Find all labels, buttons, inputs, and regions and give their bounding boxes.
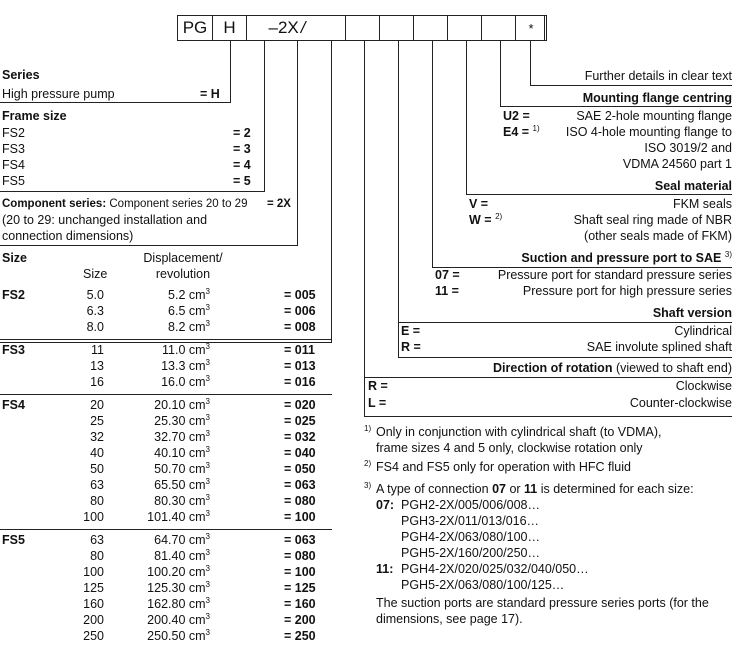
displacement-text: 125.30 cm <box>147 581 206 595</box>
rotation-note: (viewed to shaft end) <box>615 361 732 375</box>
code-box-details: * <box>515 15 547 41</box>
connector-details <box>530 41 531 85</box>
fn3-07-l3: PGH4-2X/063/080/100… <box>401 530 540 544</box>
frame-fs4-code: = 4 <box>233 158 251 172</box>
size-value: 20 <box>90 398 104 412</box>
displacement-value <box>130 359 210 374</box>
displacement-value <box>130 462 210 477</box>
footnote-2-line1: FS4 and FS5 only for operation with HFC fluid <box>376 460 631 474</box>
size-code: = 100 <box>284 565 316 579</box>
mounting-e4-sup: 1) <box>532 124 540 133</box>
size-code: = 020 <box>284 398 316 412</box>
size-code: = 013 <box>284 359 316 373</box>
size-group-divider <box>0 394 332 395</box>
size-code: = 040 <box>284 446 316 460</box>
connector-shaft <box>398 41 399 357</box>
size-group-label: FS4 <box>2 398 25 412</box>
displacement-text: 40.10 cm <box>154 446 206 460</box>
displacement-text: 80.30 cm <box>154 494 206 508</box>
size-value: 250 <box>83 629 104 643</box>
mounting-title: Mounting flange centring <box>582 91 732 105</box>
size-code: = 080 <box>284 494 316 508</box>
displacement-value <box>130 494 210 509</box>
series-title: Series <box>2 68 40 82</box>
seal-v-code: V = <box>469 197 489 211</box>
code-box-shaft <box>413 15 448 41</box>
displacement-value <box>130 581 210 596</box>
rule-details <box>530 85 732 86</box>
rule-series <box>0 102 231 103</box>
code-box-series <box>246 15 346 41</box>
cubic-sup: 3 <box>205 612 210 621</box>
footnote-3-sup: 3) <box>364 481 372 490</box>
ports-title-text: Suction and pressure port to SAE <box>521 251 722 265</box>
frame-fs2-label: FS2 <box>2 126 25 140</box>
size-code: = 006 <box>284 304 316 318</box>
rule-seal <box>466 194 732 195</box>
seal-w-code <box>469 213 502 228</box>
size-code: = 008 <box>284 320 316 334</box>
size-code: = 050 <box>284 462 316 476</box>
displacement-text: 50.70 cm <box>154 462 206 476</box>
fn3-post: is determined for each size: <box>537 482 694 496</box>
displacement-text: 64.70 cm <box>154 533 206 547</box>
footnote-1-line2: frame sizes 4 and 5 only, clockwise rotation only <box>376 441 643 455</box>
seal-w-code-text: W = <box>469 213 492 227</box>
displacement-text: 20.10 cm <box>154 398 206 412</box>
cubic-sup: 3 <box>205 461 210 470</box>
size-value: 8.0 <box>86 320 104 334</box>
cubic-sup: 3 <box>205 287 210 296</box>
displacement-value <box>130 446 210 461</box>
displacement-value <box>130 320 210 335</box>
size-value: 63 <box>90 478 104 492</box>
cubic-sup: 3 <box>205 397 210 406</box>
size-value: 5.0 <box>86 288 104 302</box>
rotation-title-line <box>493 361 732 376</box>
size-group-label: FS5 <box>2 533 25 547</box>
code-box-series-text: –2X <box>268 18 299 37</box>
cubic-sup: 3 <box>205 413 210 422</box>
connector-size <box>331 41 332 342</box>
size-code: = 025 <box>284 414 316 428</box>
seal-title: Seal material <box>654 179 732 193</box>
displacement-value <box>130 304 210 319</box>
fn3-07-l1: PGH2-2X/005/006/008… <box>401 498 540 512</box>
displacement-value <box>130 565 210 580</box>
ports-07-desc: Pressure port for standard pressure series <box>497 268 732 282</box>
component-series-line1 <box>2 197 247 212</box>
size-value: 200 <box>83 613 104 627</box>
displacement-text: 100.20 cm <box>147 565 206 579</box>
code-box-rotation <box>379 15 414 41</box>
footnote-3-line1 <box>376 482 694 497</box>
fn3-11-l2: PGH5-2X/063/080/100/125… <box>401 578 565 592</box>
size-subcol-header: Size <box>83 267 108 281</box>
size-code: = 250 <box>284 629 316 643</box>
size-code: = 160 <box>284 597 316 611</box>
displacement-value <box>130 613 210 628</box>
size-code: = 080 <box>284 549 316 563</box>
rotation-l-code: L = <box>368 396 387 410</box>
ports-title-sup: 3) <box>724 250 732 259</box>
seal-w-desc2: (other seals made of FKM) <box>584 229 732 243</box>
component-series-code: = 2X <box>267 198 291 210</box>
displacement-value <box>130 629 210 644</box>
series-desc: High pressure pump <box>2 87 115 101</box>
size-value: 11 <box>91 343 104 357</box>
cubic-sup: 3 <box>205 445 210 454</box>
mounting-e4-code-text: E4 = <box>503 125 530 139</box>
size-code: = 005 <box>284 288 316 302</box>
size-value: 32 <box>90 430 104 444</box>
shaft-r-code: R = <box>401 340 421 354</box>
footnote-1-sup: 1) <box>364 424 372 433</box>
rule-component <box>0 245 298 246</box>
displacement-value <box>130 478 210 493</box>
ports-11-desc: Pressure port for high pressure series <box>522 284 732 298</box>
displacement-text: 162.80 cm <box>147 597 206 611</box>
displacement-value <box>130 510 210 525</box>
size-value: 80 <box>90 494 104 508</box>
rotation-title: Direction of rotation <box>493 361 613 375</box>
frame-fs3-code: = 3 <box>233 142 251 156</box>
size-code: = 125 <box>284 581 316 595</box>
component-series-title: Component series: <box>2 198 107 210</box>
displacement-text: 65.50 cm <box>154 478 206 492</box>
size-col-header: Size <box>2 251 28 265</box>
footnote-2-sup: 2) <box>364 459 372 468</box>
footnote-1-mark <box>364 425 371 440</box>
connector-flange <box>500 41 501 106</box>
size-code: = 063 <box>284 478 316 492</box>
rule-shaft-bottom <box>398 357 732 358</box>
rule-frame <box>0 191 265 192</box>
size-value: 40 <box>90 446 104 460</box>
fn3-11-l1: PGH4-2X/020/025/032/040/050… <box>401 562 589 576</box>
cubic-sup: 3 <box>205 628 210 637</box>
mounting-e4-desc1: ISO 4-hole mounting flange to <box>565 125 732 139</box>
size-value: 100 <box>83 510 104 524</box>
rotation-r-code: R = <box>368 379 388 393</box>
connector-rotation <box>364 41 365 417</box>
code-slash: / <box>300 18 306 37</box>
seal-w-desc1: Shaft seal ring made of NBR <box>573 213 732 227</box>
frame-fs2-code: = 2 <box>233 126 251 140</box>
seal-v-desc: FKM seals <box>672 197 732 211</box>
mounting-u2-code: U2 = <box>503 109 530 123</box>
frame-fs5-code: = 5 <box>233 174 251 188</box>
rotation-l-desc: Counter-clockwise <box>629 396 732 410</box>
size-code: = 011 <box>284 343 315 357</box>
ports-11-code: 11 = <box>435 284 459 298</box>
rule-rotation-bottom <box>364 416 732 417</box>
displacement-value <box>130 398 210 413</box>
cubic-sup: 3 <box>205 509 210 518</box>
component-series-line2: (20 to 29: unchanged installation and <box>2 213 208 227</box>
code-box-port <box>447 15 482 41</box>
seal-w-sup: 2) <box>495 212 503 221</box>
size-code: = 100 <box>284 510 316 524</box>
shaft-r-desc: SAE involute splined shaft <box>586 340 732 354</box>
cubic-sup: 3 <box>205 596 210 605</box>
cubic-sup: 3 <box>205 303 210 312</box>
footnote-1-line1: Only in conjunction with cylindrical shaft (to VDMA), <box>376 425 662 439</box>
cubic-sup: 3 <box>205 358 210 367</box>
connector-seal <box>466 41 467 195</box>
mounting-e4-code <box>503 125 540 140</box>
size-group-label: FS3 <box>2 343 25 357</box>
displacement-text: 101.40 cm <box>147 510 206 524</box>
size-value: 50 <box>90 462 104 476</box>
code-box-h: H <box>212 15 247 41</box>
displacement-text: 5.2 cm <box>168 288 206 302</box>
footnote-3-mark <box>364 482 371 497</box>
code-box-seal <box>481 15 516 41</box>
shaft-e-code: E = <box>401 324 421 338</box>
shaft-title: Shaft version <box>652 306 732 320</box>
ports-07-code: 07 = <box>435 268 460 282</box>
fn3-pre: A type of connection <box>376 482 493 496</box>
size-group-divider <box>0 339 332 340</box>
displacement-text: 32.70 cm <box>154 430 206 444</box>
displacement-value <box>130 533 210 548</box>
connector-frame <box>264 41 265 191</box>
shaft-e-desc: Cylindrical <box>674 324 732 338</box>
displacement-value <box>130 288 210 303</box>
size-value: 80 <box>90 549 104 563</box>
cubic-sup: 3 <box>205 319 210 328</box>
displacement-value <box>130 430 210 445</box>
displacement-text: 250.50 cm <box>147 629 206 643</box>
displacement-text: 13.3 cm <box>161 359 206 373</box>
size-code: = 016 <box>284 375 316 389</box>
fn3-07-l4: PGH5-2X/160/200/250… <box>401 546 540 560</box>
size-value: 63 <box>90 533 104 547</box>
displacement-text: 200.40 cm <box>147 613 206 627</box>
fn3-b2: 11 <box>524 482 538 496</box>
mounting-u2-desc: SAE 2-hole mounting flange <box>576 109 732 123</box>
cubic-sup: 3 <box>205 580 210 589</box>
component-series-text: Component series 20 to 29 <box>109 198 248 210</box>
code-box-pg: PG <box>177 15 213 41</box>
footnote-2-mark <box>364 460 371 475</box>
size-value: 125 <box>83 581 104 595</box>
displacement-text: 11.0 cm <box>162 343 206 357</box>
cubic-sup: 3 <box>205 342 210 351</box>
fn3-tail2: dimensions, see page 17). <box>376 612 523 626</box>
cubic-sup: 3 <box>205 477 210 486</box>
size-value: 16 <box>90 375 104 389</box>
size-code: = 200 <box>284 613 316 627</box>
connector-series <box>230 41 231 102</box>
fn3-mid: or <box>505 482 525 496</box>
mounting-e4-desc3: VDMA 24560 part 1 <box>622 157 732 171</box>
size-value: 13 <box>90 359 104 373</box>
ports-title <box>521 251 732 266</box>
displacement-text: 16.0 cm <box>161 375 206 389</box>
connector-port <box>432 41 433 268</box>
frame-fs3-label: FS3 <box>2 142 25 156</box>
disp-col-header-1: Displacement/ <box>143 251 223 265</box>
displacement-value <box>130 375 210 390</box>
displacement-text: 81.40 cm <box>154 549 206 563</box>
rule-rotation <box>364 377 732 378</box>
cubic-sup: 3 <box>205 429 210 438</box>
displacement-text: 8.2 cm <box>168 320 206 334</box>
cubic-sup: 3 <box>205 374 210 383</box>
displacement-value <box>130 343 210 358</box>
size-group-label: FS2 <box>2 288 25 302</box>
size-value: 100 <box>83 565 104 579</box>
size-code: = 063 <box>284 533 316 547</box>
rotation-r-desc: Clockwise <box>675 379 732 393</box>
fn3-07-label: 07: <box>376 498 395 512</box>
displacement-text: 6.5 cm <box>168 304 206 318</box>
size-value: 160 <box>83 597 104 611</box>
cubic-sup: 3 <box>205 564 210 573</box>
frame-size-title: Frame size <box>2 109 67 123</box>
fn3-11-label: 11: <box>376 562 394 576</box>
size-value: 25 <box>90 414 104 428</box>
size-value: 6.3 <box>86 304 104 318</box>
rule-shaft <box>398 322 732 323</box>
displacement-value <box>130 549 210 564</box>
component-series-line3: connection dimensions) <box>2 229 134 243</box>
disp-col-header-2: revolution <box>155 267 211 281</box>
size-group-divider <box>0 529 332 530</box>
cubic-sup: 3 <box>205 548 210 557</box>
rule-flange <box>500 106 732 107</box>
fn3-07-l2: PGH3-2X/011/013/016… <box>401 514 540 528</box>
further-details: Further details in clear text <box>584 69 732 83</box>
displacement-value <box>130 414 210 429</box>
frame-fs5-label: FS5 <box>2 174 25 188</box>
cubic-sup: 3 <box>205 493 210 502</box>
code-box-size <box>345 15 380 41</box>
fn3-tail1: The suction ports are standard pressure series ports (for the <box>376 596 709 610</box>
fn3-b1: 07 <box>492 482 506 496</box>
size-code: = 032 <box>284 430 316 444</box>
displacement-text: 25.30 cm <box>154 414 206 428</box>
frame-fs4-label: FS4 <box>2 158 25 172</box>
mounting-e4-desc2: ISO 3019/2 and <box>644 141 732 155</box>
cubic-sup: 3 <box>205 532 210 541</box>
series-code: = H <box>200 87 220 101</box>
displacement-value <box>130 597 210 612</box>
connector-component <box>297 41 298 245</box>
